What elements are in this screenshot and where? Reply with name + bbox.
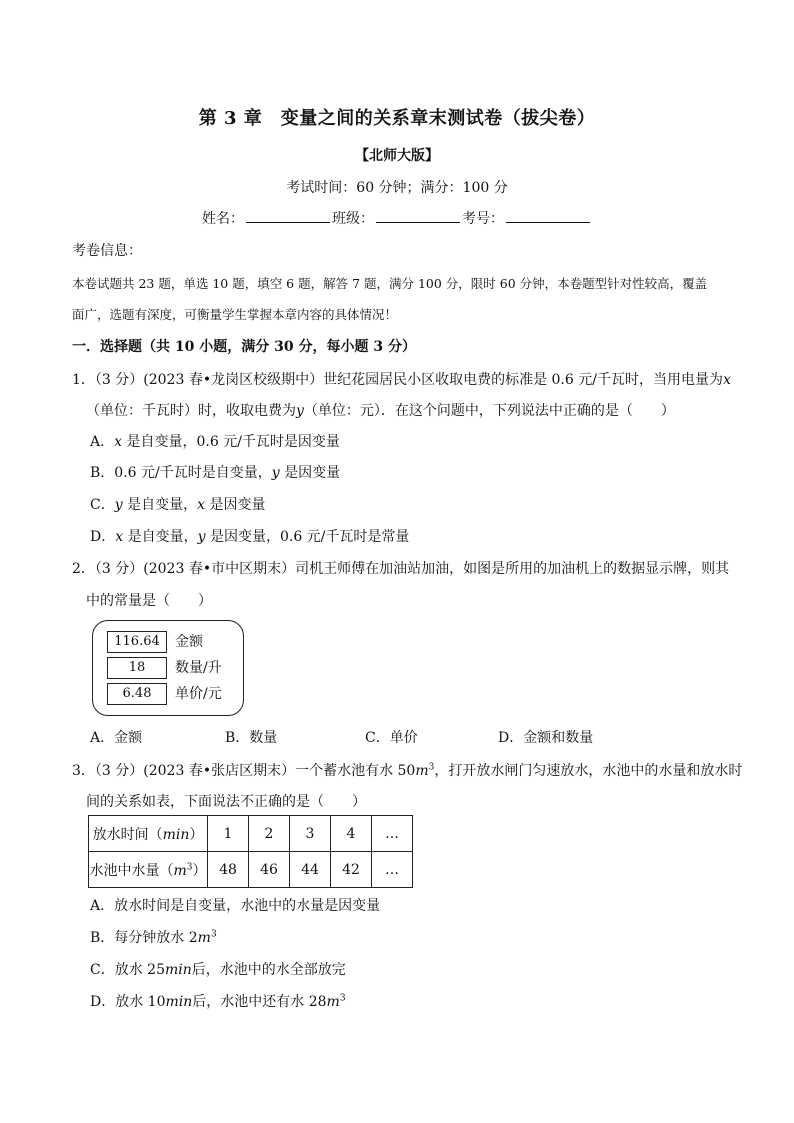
table-row xyxy=(89,816,413,852)
id-blank xyxy=(506,208,590,223)
table-cell: … xyxy=(372,852,413,888)
q1-stem-line-2 xyxy=(86,400,675,420)
q1-option-b: B．0.6 元/千瓦时是自变量，y 是因变量 xyxy=(90,465,341,481)
q3-stem-line-1: 3．（3 分）(2023 春•张店区期末）一个蓄水池有水 $50m^3$，打开放水闸门匀速放水，水池中的水量和放水时 xyxy=(72,762,743,779)
table-cell: 42 xyxy=(331,852,372,888)
q1-stem-b2: （单位：元）．在这个问题中，下列说法中正确的是（ ） xyxy=(303,403,675,419)
table-cell: 44 xyxy=(290,852,331,888)
table-cell: 48 xyxy=(208,852,249,888)
q2-number: 2． xyxy=(72,561,95,577)
fuel-pump-display xyxy=(92,620,244,716)
student-info-line xyxy=(0,208,794,228)
display-label-quantity: 数量/升 xyxy=(175,660,222,676)
q2-stem-line-1 xyxy=(72,558,729,578)
q1-stem-line-1 xyxy=(72,369,731,389)
q3-stem-line-2: 间的关系如表，下面说法不正确的是（ ） xyxy=(86,794,366,810)
table-row-header: 水池中水量$(m^3)$ xyxy=(89,852,208,888)
q2-option-b: B．数量 xyxy=(225,730,278,746)
section-heading: 一．选择题（共 10 小题，满分 30 分，每小题 3 分） xyxy=(72,339,416,355)
name-blank xyxy=(246,208,330,223)
info-heading: 考卷信息： xyxy=(72,243,142,259)
display-value-quantity: 18 xyxy=(107,657,167,679)
q2-stem-a: （3 分）(2023 春•市中区期末）司机王师傅在加油站加油，如图是所用的加油机上的数据显示牌，则其 xyxy=(94,561,730,577)
q2-option-a: A．金额 xyxy=(90,730,143,746)
q3-option-a: A．放水时间是自变量，水池中的水量是因变量 xyxy=(90,898,381,914)
table-cell: 4 xyxy=(331,816,372,852)
table-row-header: 放水时间（min） xyxy=(89,816,208,852)
q1-stem-b1: （单位：千瓦时）时，收取电费为 xyxy=(86,403,296,419)
name-label: 姓名： xyxy=(202,211,244,227)
q3-water-table xyxy=(88,815,413,888)
table-cell: … xyxy=(372,816,413,852)
display-value-price: 6.48 xyxy=(107,683,167,705)
table-cell: 2 xyxy=(249,816,290,852)
q3-option-d: D．放水 10min后，水池中还有水 $28m^3$ xyxy=(90,993,346,1010)
info-line-1: 本卷试题共 23 题，单选 10 题，填空 6 题，解答 7 题，满分 100 分，限时 60 分钟，本卷题型针对性较高，覆盖 xyxy=(72,276,708,291)
q3-option-c: C．放水 25min后，水池中的水全部放完 xyxy=(90,962,346,978)
exam-info: 考试时间：60 分钟；满分：100 分 xyxy=(286,180,508,196)
table-cell: 46 xyxy=(249,852,290,888)
q1-var-y: y xyxy=(296,403,304,419)
class-blank xyxy=(376,208,460,223)
q1-option-c: C．y 是自变量，x 是因变量 xyxy=(90,497,266,513)
q2-stem-line-2: 中的常量是（ ） xyxy=(86,593,212,609)
class-label: 班级： xyxy=(332,211,374,227)
display-label-price: 单价/元 xyxy=(175,686,222,702)
id-label: 考号： xyxy=(462,211,504,227)
q2-option-c: C．单价 xyxy=(365,730,418,746)
q3-option-b: B．每分钟放水 $2m^3$ xyxy=(90,929,217,946)
q2-option-d: D．金额和数量 xyxy=(498,730,594,746)
edition-label: 【北师大版】 xyxy=(355,148,439,164)
info-line-2: 面广，选题有深度，可衡量学生掌握本章内容的具体情况！ xyxy=(72,307,398,322)
table-row xyxy=(89,852,413,888)
display-label-amount: 金额 xyxy=(175,634,203,650)
q1-option-a: A．x 是自变量，0.6 元/千瓦时是因变量 xyxy=(90,434,340,450)
q3-number: 3． xyxy=(72,763,95,779)
table-cell: 1 xyxy=(208,816,249,852)
table-cell: 3 xyxy=(290,816,331,852)
q1-stem-a: （3 分）(2023 春•龙岗区校级期中）世纪花园居民小区收取电费的标准是 0.6 元/千瓦时，当用电量为 xyxy=(94,372,723,388)
page-title: 第 3 章 变量之间的关系章末测试卷（拔尖卷） xyxy=(198,108,596,129)
q1-var-x: x xyxy=(722,372,731,388)
display-value-amount: 116.64 xyxy=(107,631,167,653)
q1-option-d: D．x 是自变量，y 是因变量，0.6 元/千瓦时是常量 xyxy=(90,529,410,545)
q1-number: 1． xyxy=(72,372,95,388)
